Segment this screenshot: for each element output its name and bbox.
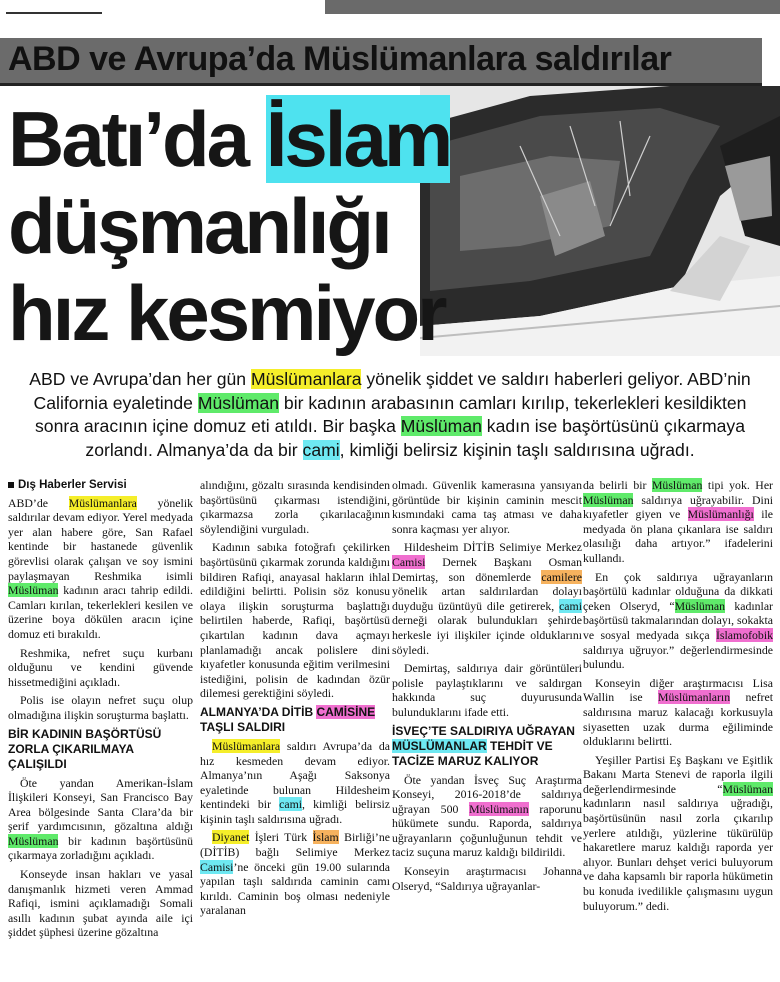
paragraph: Müslümanlara saldırı Avrupa’da da hız kesmeden devam ediyor. Almanya’nın Aşağı Saksonya eyaletinde bulunan Hildesheim kentindeki bir cami, kimliği belirsiz kişinin taşlı saldırısına uğradı. [200,738,390,826]
paragraph: Hildesheim DİTİB Selimiye Merkez Camisi Dernek Başkanı Osman Demirtaş, son dönemlerde camilere yönelik artan saldırılardan dolayı duyduğu üzüntüyü dile getirerek, cami derneği olarak bulundukları şehirde herkesle iyi ilişkiler içinde olduklarını söyledi. [392,540,582,657]
paragraph: da belirli bir Müslüman tipi yok. Her Müslüman saldırıya uğrayabilir. Dini kıyafetler giyen ve Müslümanlığı ile medyada ön plana çıkanlara ise saldırı olasılığı daha artıyor.” ifadelerini kullandı. [583,478,773,565]
paragraph: Kadının sabıka fotoğrafı çekilirken başörtüsünü çıkarmak zorunda kaldığını bildiren Rafiqi, anayasal hakların ihlal edildiğini belirtti. Polisin söz konusu olaya ilişkin soruşturma başlattığı belirtilen haberde, Rafiqi, başörtüsü çıkartılan kadının dava açmayı planlamadığı ancak polislere dini kıyafetler konusunda eğitim verilmesini istediğini, polisin de kadından özür dilemesi gerektiğini söyledi. [200,540,390,701]
lead-highlight: Müslüman [197,392,280,413]
paragraph: Demirtaş, saldırıya dair görüntüleri polisle paylaştıklarını ve saldırgan hakkında suç duyurusunda bulunduklarını ifade etti. [392,661,582,719]
main-headline [8,96,478,357]
paragraph: En çok saldırıya uğrayanların başörtülü kadınlar olduğuna da dikkati çeken Olseryd, “Müslüman kadınlar başörtüsü takmalarından dolayı, sokakta ve sosyal medyada sıkça İslamofobik saldırıya uğruyor.” değerlendirmesinde bulundu. [583,569,773,672]
lead-highlight: Müslüman [400,416,482,436]
paragraph: Diyanet İşleri Türk İslam Birliği’ne (DİTİB) bağlı Selimiye Merkez Camisi’ne önceki gün 19.00 sularında yapılan taşlı saldırıda caminin camı kırıldı. Caminin boş olması nedeniyle yaralanan [200,830,390,918]
headline-line-3: hız kesmiyor [8,269,445,357]
headline-highlight-islam: İslam [265,95,451,183]
subheading: BİR KADININ BAŞÖRTÜSÜ ZORLA ÇIKARILMAYA ÇALIŞILDI [8,726,162,771]
paragraph: Reshmika, nefret suçu kurbanı olduğunu ve kendini güvende hissetmediğini açıkladı. [8,645,193,689]
paragraph: olmadı. Güvenlik kamerasına yansıyan görüntüde bir kişinin caminin mescit kısmındaki cama taş atması ve daha sonra kaçması yer alıyor. [392,478,582,536]
paragraph: Yeşiller Partisi Eş Başkanı ve Eşitlik Bakanı Marta Stenevi de raporla ilgili değerlendirmesinde “Müslüman kadınların nasıl saldırıya uğradığı, başörtüsünün nasıl zorla çıkarılıp yerlere atıldığı, yüzlerine tükürülüp hakaretlere maruz kaldığı raporda yer alıyor. Bunları dehşet verici buluyorum ve daha kapsamlı bir raporla hükümetin bu konuda ivedilikle çalışmasını uygun buluyorum.” dedi. [583,752,773,913]
top-rule [6,12,102,14]
kicker-text: ABD ve Avrupa’da Müslümanlara saldırılar [8,40,672,78]
column-3 [392,478,582,982]
paragraph: Konseyde insan hakları ve yasal danışmanlık hizmeti veren Ammad Rafiqi, ismini açıklamadığı Somali asıllı kadının şubat ayında aile içi şiddet şüphesi üzerine gözaltına [8,867,193,940]
article-body [0,478,780,982]
paragraph: Öte yandan İsveç Suç Araştırma Konseyi, 2016-2018’de saldırıya uğrayan 500 Müslümanın raporunu hükümete sundu. Raporda, saldırıya uğrayanların çoğunluğunun tehdit ve taciz suçuna maruz kaldığı bildirildi. [392,772,582,860]
headline-line-2: düşmanlığı [8,182,390,270]
bullet-square-icon [8,482,14,488]
column-4 [583,478,773,982]
paragraph: alındığını, gözaltı sırasında kendisinden başörtüsünü çıkarması istendiğini, çıkarmazsa zorla çıkarılacağının söylendiğini vurguladı. [200,478,390,536]
lead-highlight: cami [302,439,340,460]
paragraph: Polis ise olayın nefret suçu olup olmadığına ilişkin soruşturma başlattı. [8,693,193,722]
paragraph: Konseyin araştırmacısı Johanna Olseryd, “Saldırıya uğrayanlar- [392,864,582,893]
paragraph: Öte yandan Amerikan-İslam İlişkileri Konseyi, San Francisco Bay Area bölgesinde Santa Clara’da bir şerif yardımcısının, gözaltına aldığı Müslüman bir kadının başörtüsünü çıkarmaya zorladığını açıkladı. [8,775,193,863]
column-1 [8,478,193,982]
paragraph: Konseyin diğer araştırmacısı Lisa Wallin ise Müslümanların nefret saldırısına maruz kalacağı korkusuyla siyasetten uzak durma eğiliminde olduklarını belirtti. [583,675,773,749]
subheading: İSVEÇ’TE SALDIRIYA UĞRAYAN MÜSLÜMANLAR TEHDİT VE TACİZE MARUZ KALIYOR [392,723,575,768]
byline: Dış Haberler Servisi [8,478,193,493]
top-gray-band [325,0,780,14]
column-2 [200,478,390,982]
kicker-banner [0,38,762,86]
headline-line-1: Batı’da İslam [8,95,451,183]
subheading: ALMANYA’DA DİTİB CAMİSİNE TAŞLI SALDIRI [200,704,376,734]
lead-highlight: Müslümanlara [250,369,362,389]
lead-paragraph: ABD ve Avrupa’dan her gün Müslümanlara yönelik şiddet ve saldırı haberleri geliyor. ABD’nin California eyaletinde Müslüman bir kadının arabasının camları kırılıp, tekerlekleri kesildikten sonra aracının içine domuz eti atıldı. Bir başka Müslüman kadın ise başörtüsünü çıkarmaya zorlandı. Almanya’da da bir cami, kimliği belirsiz kişinin taşlı saldırısına uğradı. [29,369,751,460]
paragraph: ABD’de Müslümanlara yönelik saldırılar devam ediyor. Yerel medyada yer alan habere göre, San Rafael kentinde bir hastanede güvenlik görevlisi olarak çalışan ve soy ismini paylaşmayan Reshmika isimli Müslüman kadının aracı tahrip edildi. Camları kırılan, tekerlekleri kesilen ve üzerine boya dökülen aracın içine domuz eti bırakıldı. [8,495,193,641]
